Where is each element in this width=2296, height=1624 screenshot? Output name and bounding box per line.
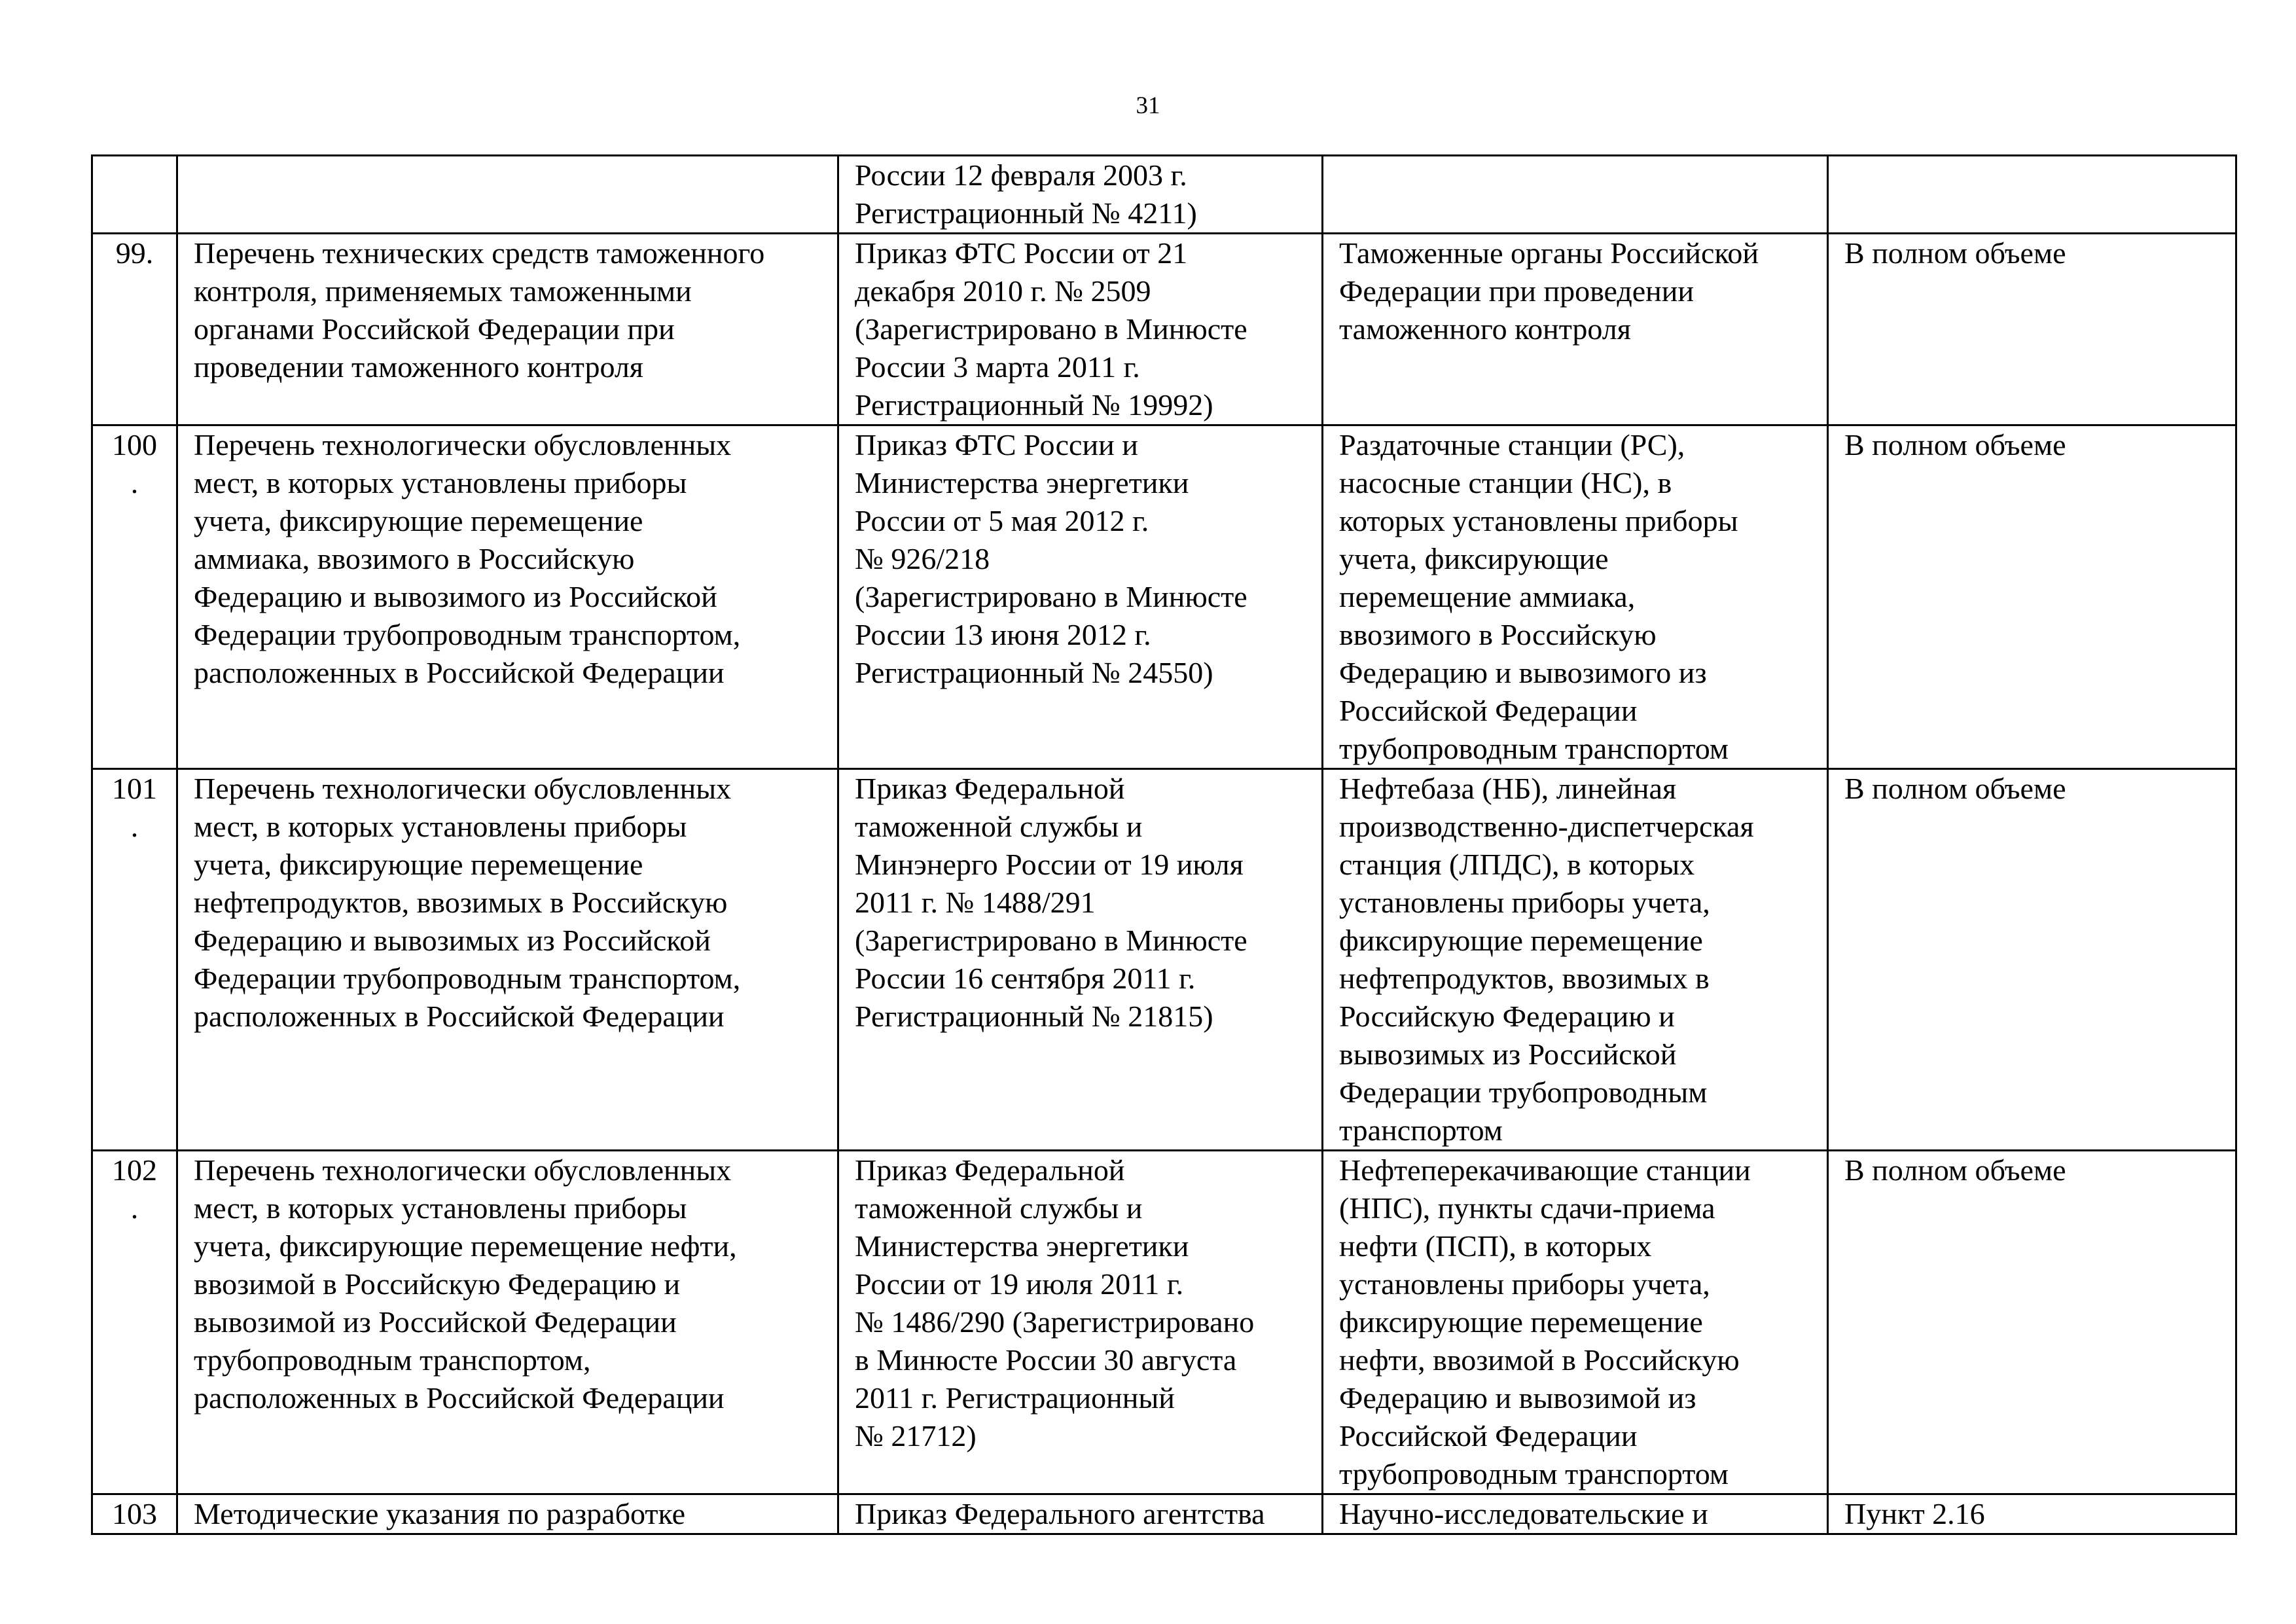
- cell-text-line: насосные станции (НС), в: [1339, 466, 1672, 499]
- legal-act-cell: [838, 1494, 1323, 1534]
- cell-text-line: № 1486/290 (Зарегистрировано: [855, 1305, 1255, 1339]
- cell-text-line: Федерацию и вывозимой из: [1339, 1381, 1696, 1415]
- application-extent-cell: [1828, 1151, 2236, 1494]
- legal-act-cell: [838, 425, 1323, 769]
- cell-text-line: России от 19 июля 2011 г.: [855, 1267, 1184, 1301]
- cell-text-line: Приказ ФТС России от 21: [855, 236, 1188, 270]
- legal-act-cell: [838, 234, 1323, 425]
- cell-text-line: Приказ Федерального агентства: [855, 1497, 1265, 1530]
- cell-text-line: Научно-исследовательские и: [1339, 1497, 1708, 1530]
- cell-text-line: Перечень технических средств таможенного: [194, 236, 765, 270]
- application-extent-cell: [1828, 425, 2236, 769]
- cell-text-line: установлены приборы учета,: [1339, 886, 1710, 919]
- cell-text-line: Федерацию и вывозимого из: [1339, 656, 1707, 689]
- cell-text-line: (НПС), пункты сдачи-приема: [1339, 1191, 1715, 1225]
- cell-text-line: Приказ ФТС России и: [855, 428, 1138, 461]
- cell-text-line: России 3 марта 2011 г.: [855, 350, 1140, 384]
- cell-text-line: станция (ЛПДС), в которых: [1339, 848, 1695, 881]
- cell-text-line: расположенных в Российской Федерации: [194, 1000, 725, 1033]
- page-number: 31: [1136, 92, 1160, 119]
- cell-text-line: расположенных в Российской Федерации: [194, 1381, 725, 1415]
- cell-text-line: Федерацию и вывозимого из Российской: [194, 580, 717, 613]
- cell-text-line: России 16 сентября 2011 г.: [855, 962, 1196, 995]
- cell-text-line: России от 5 мая 2012 г.: [855, 504, 1149, 537]
- application-extent-cell: [1828, 1494, 2236, 1534]
- cell-text-line: Перечень технологически обусловленных: [194, 1153, 732, 1187]
- cell-text-line: Нефтеперекачивающие станции: [1339, 1153, 1751, 1187]
- cell-text-line: Российской Федерации: [1339, 1419, 1638, 1453]
- cell-text-line: нефтепродуктов, ввозимых в: [1339, 962, 1710, 995]
- cell-text-line: .: [130, 466, 139, 499]
- cell-text-line: Федерации трубопроводным транспортом,: [194, 618, 741, 651]
- document-name-cell: [177, 769, 838, 1151]
- cell-text-line: Регистрационный № 4211): [855, 196, 1197, 230]
- table-row: [92, 1151, 2236, 1494]
- regulations-table: [91, 154, 2237, 1535]
- document-name-cell: [177, 425, 838, 769]
- cell-text-line: Приказ Федеральной: [855, 1153, 1125, 1187]
- row-number-cell: [92, 1494, 177, 1534]
- cell-text-line: проведении таможенного контроля: [194, 350, 643, 384]
- cell-text-line: .: [130, 1191, 139, 1225]
- cell-text-line: таможенного контроля: [1339, 312, 1631, 346]
- cell-text-line: транспортом: [1339, 1113, 1503, 1147]
- table-row: [92, 234, 2236, 425]
- cell-text-line: (Зарегистрировано в Минюсте: [855, 312, 1247, 346]
- application-scope-cell: [1323, 425, 1828, 769]
- cell-text-line: В полном объеме: [1844, 236, 2066, 270]
- cell-text-line: перемещение аммиака,: [1339, 580, 1636, 613]
- cell-text-line: № 21712): [855, 1419, 977, 1453]
- cell-text-line: 99.: [115, 236, 154, 270]
- cell-text-line: вывозимой из Российской Федерации: [194, 1305, 677, 1339]
- cell-text-line: России 13 июня 2012 г.: [855, 618, 1151, 651]
- cell-text-line: Федерацию и вывозимых из Российской: [194, 924, 711, 957]
- cell-text-line: контроля, применяемых таможенными: [194, 274, 692, 308]
- cell-text-line: органами Российской Федерации при: [194, 312, 675, 346]
- application-scope-cell: [1323, 234, 1828, 425]
- document-name-cell: [177, 156, 838, 234]
- cell-text-line: в Минюсте России 30 августа: [855, 1343, 1237, 1377]
- cell-text-line: 101: [112, 772, 157, 805]
- cell-text-line: (Зарегистрировано в Минюсте: [855, 924, 1247, 957]
- application-scope-cell: [1323, 1494, 1828, 1534]
- application-extent-cell: [1828, 769, 2236, 1151]
- cell-text-line: 100: [112, 428, 157, 461]
- row-number-cell: [92, 769, 177, 1151]
- cell-text-line: нефтепродуктов, ввозимых в Российскую: [194, 886, 728, 919]
- cell-text-line: расположенных в Российской Федерации: [194, 656, 725, 689]
- cell-text-line: нефти, ввозимой в Российскую: [1339, 1343, 1740, 1377]
- cell-text-line: В полном объеме: [1844, 1153, 2066, 1187]
- document-name-cell: [177, 1494, 838, 1534]
- application-scope-cell: [1323, 1151, 1828, 1494]
- cell-text-line: Приказ Федеральной: [855, 772, 1125, 805]
- row-number-cell: [92, 1151, 177, 1494]
- table-row: [92, 1494, 2236, 1534]
- application-extent-cell: [1828, 234, 2236, 425]
- cell-text-line: таможенной службы и: [855, 810, 1143, 843]
- cell-text-line: учета, фиксирующие перемещение нефти,: [194, 1229, 737, 1263]
- cell-text-line: 2011 г. № 1488/291: [855, 886, 1096, 919]
- document-name-cell: [177, 234, 838, 425]
- cell-text-line: фиксирующие перемещение: [1339, 924, 1703, 957]
- cell-text-line: № 926/218: [855, 542, 990, 575]
- cell-text-line: Раздаточные станции (РС),: [1339, 428, 1685, 461]
- cell-text-line: России 12 февраля 2003 г.: [855, 158, 1187, 192]
- cell-text-line: 102: [112, 1153, 157, 1187]
- row-number-cell: [92, 234, 177, 425]
- cell-text-line: фиксирующие перемещение: [1339, 1305, 1703, 1339]
- cell-text-line: Федерации при проведении: [1339, 274, 1695, 308]
- cell-text-line: вывозимых из Российской: [1339, 1038, 1677, 1071]
- cell-text-line: трубопроводным транспортом: [1339, 732, 1729, 765]
- cell-text-line: 103: [112, 1497, 157, 1530]
- application-scope-cell: [1323, 156, 1828, 234]
- legal-act-cell: [838, 769, 1323, 1151]
- cell-text-line: Регистрационный № 24550): [855, 656, 1213, 689]
- cell-text-line: Перечень технологически обусловленных: [194, 428, 732, 461]
- cell-text-line: ввозимого в Российскую: [1339, 618, 1657, 651]
- cell-text-line: (Зарегистрировано в Минюсте: [855, 580, 1247, 613]
- cell-text-line: производственно-диспетчерская: [1339, 810, 1754, 843]
- cell-text-line: Таможенные органы Российской: [1339, 236, 1759, 270]
- cell-text-line: Российскую Федерацию и: [1339, 1000, 1675, 1033]
- cell-text-line: Российской Федерации: [1339, 694, 1638, 727]
- document-name-cell: [177, 1151, 838, 1494]
- row-number-cell: [92, 156, 177, 234]
- cell-text-line: учета, фиксирующие перемещение: [194, 848, 643, 881]
- table-row: [92, 425, 2236, 769]
- cell-text-line: В полном объеме: [1844, 428, 2066, 461]
- cell-text-line: декабря 2010 г. № 2509: [855, 274, 1151, 308]
- table-row: [92, 156, 2236, 234]
- cell-text-line: Пункт 2.16: [1844, 1497, 1985, 1530]
- cell-text-line: .: [130, 810, 139, 843]
- cell-text-line: Министерства энергетики: [855, 1229, 1189, 1263]
- cell-text-line: нефти (ПСП), в которых: [1339, 1229, 1652, 1263]
- cell-text-line: ввозимой в Российскую Федерацию и: [194, 1267, 681, 1301]
- cell-text-line: Министерства энергетики: [855, 466, 1189, 499]
- cell-text-line: учета, фиксирующие: [1339, 542, 1609, 575]
- application-extent-cell: [1828, 156, 2236, 234]
- cell-text-line: мест, в которых установлены приборы: [194, 810, 687, 843]
- cell-text-line: Нефтебаза (НБ), линейная: [1339, 772, 1677, 805]
- cell-text-line: Федерации трубопроводным: [1339, 1075, 1708, 1109]
- cell-text-line: трубопроводным транспортом,: [194, 1343, 591, 1377]
- legal-act-cell: [838, 156, 1323, 234]
- cell-text-line: В полном объеме: [1844, 772, 2066, 805]
- cell-text-line: Перечень технологически обусловленных: [194, 772, 732, 805]
- cell-text-line: которых установлены приборы: [1339, 504, 1738, 537]
- cell-text-line: Регистрационный № 21815): [855, 1000, 1213, 1033]
- cell-text-line: Минэнерго России от 19 июля: [855, 848, 1244, 881]
- row-number-cell: [92, 425, 177, 769]
- cell-text-line: Методические указания по разработке: [194, 1497, 686, 1530]
- cell-text-line: таможенной службы и: [855, 1191, 1143, 1225]
- cell-text-line: учета, фиксирующие перемещение: [194, 504, 643, 537]
- application-scope-cell: [1323, 769, 1828, 1151]
- cell-text-line: аммиака, ввозимого в Российскую: [194, 542, 635, 575]
- cell-text-line: Федерации трубопроводным транспортом,: [194, 962, 741, 995]
- cell-text-line: мест, в которых установлены приборы: [194, 1191, 687, 1225]
- cell-text-line: трубопроводным транспортом: [1339, 1457, 1729, 1490]
- legal-act-cell: [838, 1151, 1323, 1494]
- cell-text-line: Регистрационный № 19992): [855, 388, 1213, 422]
- cell-text-line: установлены приборы учета,: [1339, 1267, 1710, 1301]
- cell-text-line: 2011 г. Регистрационный: [855, 1381, 1175, 1415]
- cell-text-line: мест, в которых установлены приборы: [194, 466, 687, 499]
- table-row: [92, 769, 2236, 1151]
